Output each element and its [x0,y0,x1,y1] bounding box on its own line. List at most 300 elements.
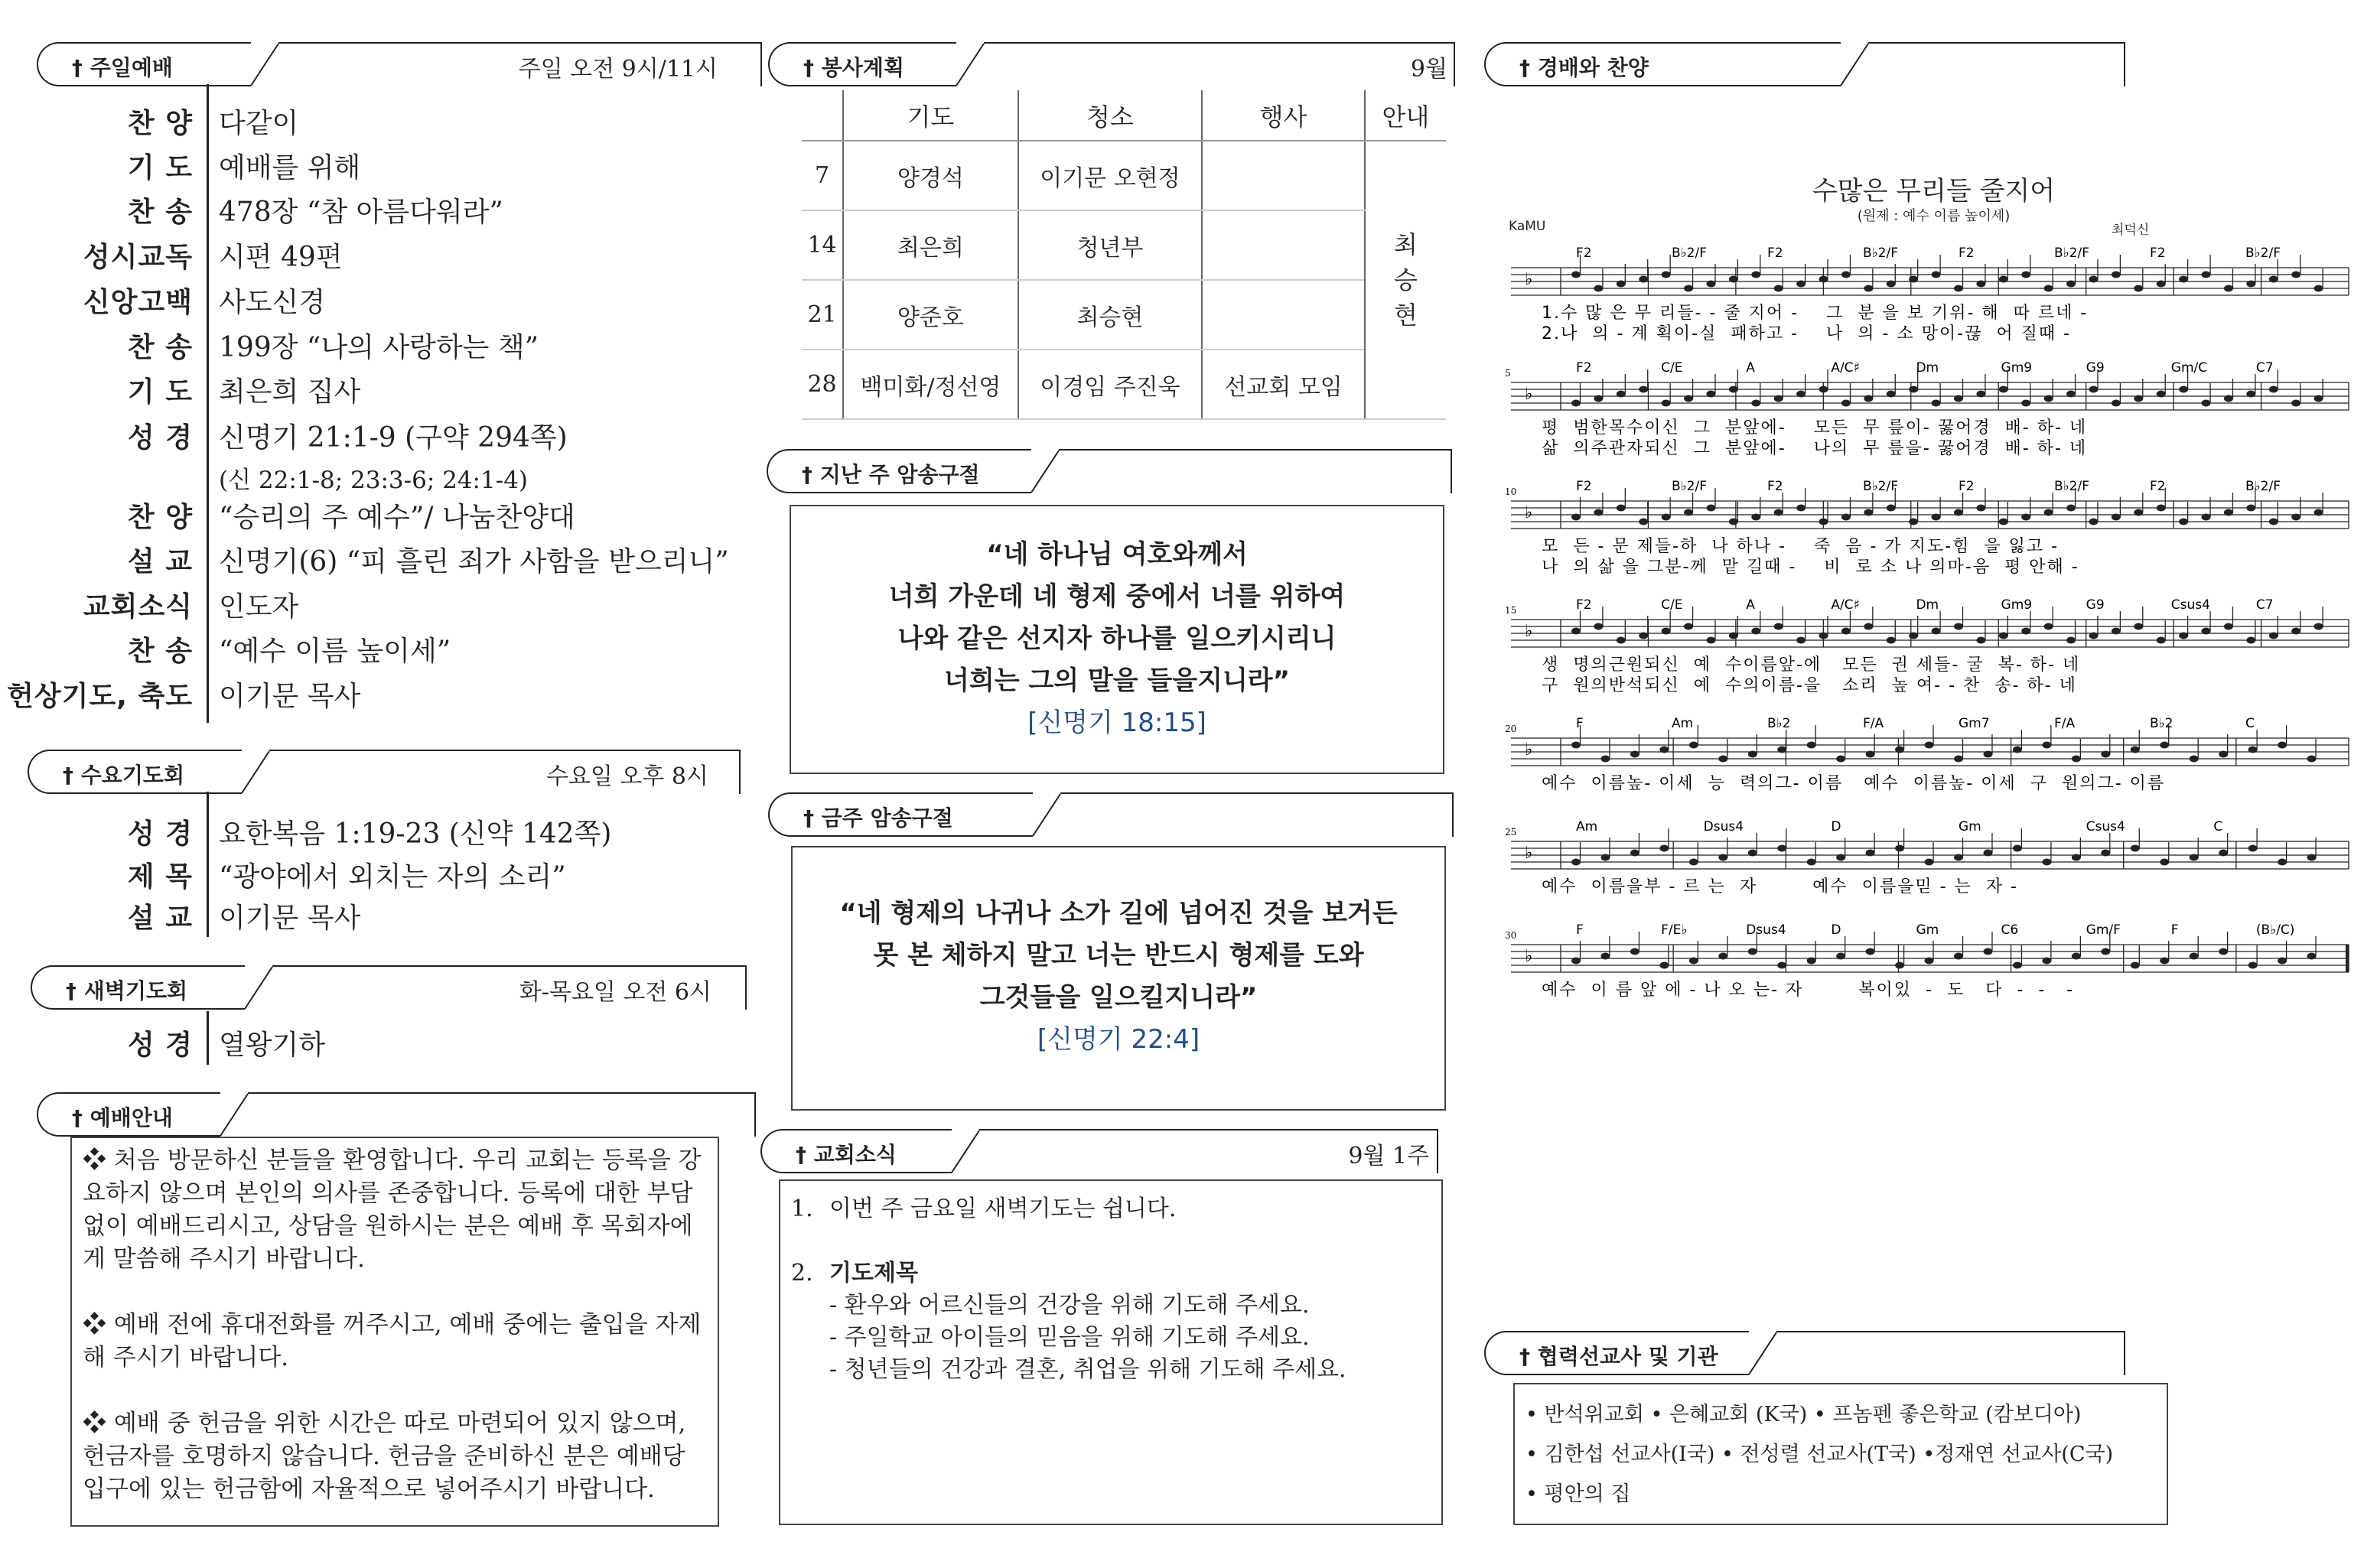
order-row [0,102,298,141]
order-label: 찬 송 [127,197,193,228]
header-slash-icon [249,42,280,86]
note [2134,395,2143,402]
chord-symbol: D [1831,922,1841,938]
note [2042,742,2051,749]
note [2112,514,2121,521]
note [1895,962,1904,969]
column-header: 행사 [1202,90,1365,141]
note [1819,276,1828,283]
flat-icon: ♭ [1525,947,1533,966]
note [1718,953,1727,960]
note [2044,395,2053,402]
note [2066,637,2076,644]
note [1684,623,1693,630]
order-row [0,496,575,535]
measure-number: 25 [1505,827,1517,838]
order-value: 요한복음 1:19-23 (신약 142쪽) [219,818,612,850]
this-verse-header [768,792,1457,837]
music-system [1505,597,2349,695]
note [2202,514,2211,521]
order-value: “광야에서 외치는 자의 소리” [219,861,566,893]
note [2101,850,2110,857]
order-label: 교회소식 [83,591,193,623]
note [1887,391,1896,398]
note [2278,742,2287,749]
flat-icon: ♭ [1525,740,1533,760]
column-header: 기도 [843,90,1018,141]
flat-icon: ♭ [1525,844,1533,863]
dawn-title: † 새벽기도회 [31,965,245,1010]
note [1571,958,1581,965]
chord-symbol: Csus4 [2170,597,2210,613]
note [1864,623,1873,630]
note [1932,272,1941,278]
missions-header [1484,1331,2173,1375]
note [2066,391,2076,398]
note [1932,514,1941,521]
note [1617,281,1626,288]
note [2157,281,2166,288]
note [2246,391,2255,398]
chord-symbol: Gm [1959,819,1981,834]
note [2072,854,2081,861]
chord-symbol: Dm [1916,360,1939,376]
note [1841,400,1851,407]
order-value: 다같이 [219,108,299,139]
note [1819,519,1828,525]
note [1807,742,1816,749]
note [2248,747,2258,753]
note [1954,953,1963,960]
note [1954,509,1963,516]
chord-symbol: B♭2/F [1863,479,1899,494]
chord-symbol: C6 [2001,922,2019,938]
verse-line: 나와 같은 선지자 하나를 일으키시리니 [897,623,1337,654]
table-cell: 양경석 [843,141,1018,210]
note [1777,845,1786,852]
guide-char: 현 [1393,301,1418,330]
order-label: 헌상기도, 축도 [7,681,193,712]
note [2112,272,2121,278]
note [1796,637,1806,644]
order-value: 인도자 [219,591,299,623]
order-label: 성 경 [127,1030,193,1061]
verse-reference: [신명기 22:4] [1037,1024,1200,1055]
music-system [1505,479,2349,577]
chord-symbol: F/E♭ [1661,922,1688,938]
note [1729,519,1738,525]
note [2179,276,2188,283]
note [1689,742,1698,749]
lyric-line: 1.수 많 은 무 리들- - 줄 지어 - 그 분 을 보 기위- 해 따 르네 - [1542,304,2089,323]
order-label: 제 목 [127,861,193,893]
note [1600,756,1610,763]
chord-symbol: Gm9 [2001,360,2033,376]
table-cell: 14 [802,210,843,280]
note [2269,519,2278,525]
note [1684,285,1693,292]
note [1983,948,1992,955]
note [1630,850,1639,857]
note [1796,281,1806,288]
column-header: 안내 [1365,90,1446,141]
order-label: 성 경 [127,422,193,454]
note [2089,519,2098,525]
note [1706,281,1715,288]
note [1600,854,1610,861]
note [1774,509,1783,516]
song-arranger: 최덕신 [2112,223,2150,238]
header-slash-icon [1839,42,1870,86]
note [1748,751,1757,758]
order-row [0,812,611,851]
note [1571,859,1581,866]
note [1954,623,1963,630]
note [1729,633,1738,639]
chord-symbol: Am [1672,716,1694,731]
note [2044,509,2053,516]
chord-symbol: C [2245,716,2255,731]
chord-symbol: F2 [1767,479,1783,494]
order-row [0,1023,325,1062]
flat-icon: ♭ [1525,385,1533,404]
note [2224,623,2233,630]
note [2291,628,2301,635]
note [2179,519,2188,525]
order-label: 찬 양 [127,502,193,533]
verse-line: “네 하나님 여호와께서 [986,539,1248,570]
chord-symbol: F [2170,922,2179,938]
note [1729,276,1738,283]
music-system [1511,246,2349,343]
table-row [802,141,1446,210]
note [1748,948,1757,955]
note [2160,958,2169,965]
note [1796,505,1806,512]
guide-char: 최 [1393,230,1418,259]
table-row [802,210,1446,280]
chord-symbol: A/C♯ [1831,360,1860,376]
note [2021,400,2030,407]
order-row [0,326,539,365]
table-cell [1202,210,1365,280]
note [1639,386,1648,393]
note [2112,400,2121,407]
note [1887,281,1896,288]
order-value: 시편 49편 [219,242,343,273]
note [2089,386,2098,393]
table-cell: 선교회 모임 [1202,350,1365,419]
lyric-line: 나 의 삶 을 그분-께 맡 길때 - 비 로 소 나 의마-음 평 안해 - [1542,558,2079,577]
music-system [1505,716,2349,793]
note [2131,845,2140,852]
note [1796,391,1806,398]
note [1909,633,1918,639]
sunday-time: 주일 오전 9시/11시 [518,56,718,83]
chord-symbol: B♭2/F [2054,246,2090,261]
chord-symbol: D [1831,819,1841,834]
note [1571,628,1581,635]
note [2202,272,2211,278]
note [2042,958,2051,965]
news-item: 기도제목 [829,1260,918,1287]
flat-icon: ♭ [1525,503,1533,522]
note [2044,285,2053,292]
this-verse-text [791,893,1446,1061]
lyric-line: 구 원의반석되신 예 수의이름-을 소리 높 여- - 찬 송- 하- 네 [1542,676,2077,695]
chord-symbol: C/E [1661,360,1683,376]
news-item-number: 2. [791,1260,813,1287]
table-cell: 최은희 [843,210,1018,280]
order-value: “승리의 주 예수”/ 나눔찬양대 [219,502,575,533]
note [1777,962,1786,969]
note [1887,637,1896,644]
chord-symbol: F2 [1576,597,1592,613]
table-cell: 백미화/정선영 [843,350,1018,419]
note [1976,505,1985,512]
table-cell: 양준호 [843,280,1018,350]
dawn-time: 화-목요일 오전 6시 [519,979,711,1006]
last-verse-title: † 지난 주 암송구절 [767,449,1031,493]
table-cell: 최승현 [1018,280,1203,350]
note [1571,514,1581,521]
note [1639,276,1648,283]
note [1594,285,1603,292]
note [1617,637,1626,644]
note [2307,953,2317,960]
order-value: “예수 이름 높이세” [219,636,451,667]
note [1976,637,1985,644]
missions-line: • 평안의 집 [1526,1482,1631,1506]
note [1571,272,1581,278]
chord-symbol: F/A [2054,716,2076,731]
note [2072,953,2081,960]
header-slash-icon [240,750,271,794]
note [2089,633,2098,639]
lyric-line: 평 범한목수이신 그 분앞에- 모든 무 릎이- 꿇어경 배- 하- 네 [1542,418,2088,438]
note [1630,751,1639,758]
prayer-item: - 환우와 어르신들의 건강을 위해 기도해 주세요. [829,1292,1310,1319]
note [1748,850,1757,857]
note [2202,400,2211,407]
note [2066,281,2076,288]
lyric-line: 예수 이름높- 이세 능 력의그- 이름 예수 이름높- 이세 구 원의그- 이름 [1542,774,2166,793]
note [1954,395,1963,402]
chord-symbol: C7 [2255,597,2274,613]
worship-title: † 경배와 찬양 [1484,42,1841,86]
order-value: (신 22:1-8; 23:3-6; 24:1-4) [219,467,529,494]
order-label: 설 교 [127,546,193,577]
chord-symbol: F/A [1863,716,1884,731]
note [2246,505,2255,512]
wednesday-header [28,750,716,794]
order-row [0,896,360,935]
chord-symbol: F2 [1767,246,1783,261]
guide-char: 승 [1393,265,1418,294]
measure-number: 15 [1505,605,1517,616]
chord-symbol: B♭2/F [2245,479,2281,494]
chord-symbol: (B♭/C) [2255,922,2295,938]
news-title: † 교회소식 [760,1129,952,1173]
note [2314,509,2323,516]
note [2202,628,2211,635]
dawn-header [31,965,719,1010]
note [1594,623,1603,630]
note [2219,751,2228,758]
order-row [0,585,298,624]
table-cell: 28 [802,350,843,419]
header-slash-icon [1030,449,1060,493]
note [1718,854,1727,861]
note [2134,509,2143,516]
chord-symbol: F2 [1576,360,1592,376]
note [1774,285,1783,292]
note [1925,958,1934,965]
missions-title: † 협력선교사 및 기관 [1484,1331,1749,1375]
chord-symbol: G9 [2086,597,2105,613]
news-header [760,1129,1449,1173]
this-verse-title: † 금주 암송구절 [768,792,1033,837]
note [1909,519,1918,525]
note [2224,285,2233,292]
order-label: 찬 송 [127,332,193,363]
chord-symbol: C/E [1661,597,1683,613]
note [2219,948,2228,955]
note [1684,395,1693,402]
chord-symbol: Gm [1916,922,1939,938]
chord-symbol: A [1746,360,1755,376]
note [1932,628,1941,635]
note [2131,962,2140,969]
flat-icon: ♭ [1525,622,1533,641]
lyric-line: 2.나 의 - 계 획이-실 패하고 - 나 의 - 소 망이-끊 어 질때 - [1542,324,2072,343]
note [2219,850,2228,857]
lyric-line: 생 명의근원되신 예 수이름앞-에 모든 권 세들- 굴 복- 하- 네 [1542,656,2081,675]
note [1751,514,1760,521]
order-row [0,236,343,275]
order-row [0,457,528,495]
chord-symbol: C [2213,819,2223,834]
note [1718,756,1727,763]
lyric-line: 삶 의주관자되신 그 분앞에- 나의 무 릎을- 꿇어경 배- 하- 네 [1542,439,2088,458]
note [2307,854,2317,861]
note [1617,505,1626,512]
note [1895,747,1904,753]
chord-symbol: F2 [1959,479,1975,494]
order-row [0,190,503,229]
note [1841,628,1851,635]
chord-symbol: Am [1576,819,1598,834]
guide-box [70,1137,719,1527]
order-label: 기 도 [127,376,193,408]
order-label [0,457,207,495]
verse-reference: [신명기 18:15] [1027,708,1206,738]
note [1807,958,1816,965]
table-cell: 이경임 주진욱 [1018,350,1203,419]
note [1983,751,1992,758]
note [2248,962,2258,969]
note [2314,285,2323,292]
chord-symbol: B♭2 [1767,716,1791,731]
measure-number: 30 [1505,930,1517,941]
verse-line: 못 본 체하지 말고 너는 반드시 형제를 도와 [873,940,1364,971]
note [1909,276,1918,283]
chord-symbol: F2 [1576,246,1592,261]
guide-header [37,1092,725,1137]
note [2269,276,2278,283]
sunday-header [37,42,725,86]
wednesday-title: † 수요기도회 [28,750,242,794]
order-row [0,416,568,455]
note [2157,637,2166,644]
note [1864,395,1873,402]
note [1864,509,1873,516]
order-value: 신명기 21:1-9 (구약 294쪽) [219,422,568,454]
order-value: 이기문 목사 [219,681,361,712]
sheet-music [1503,237,2364,1002]
note [1571,742,1581,749]
worship-header [1484,42,2173,86]
note [2160,742,2169,749]
table-cell: 7 [802,141,843,210]
note [2224,509,2233,516]
note [1819,386,1828,393]
news-box [779,1179,1443,1525]
note [1819,633,1828,639]
service-header [768,42,1457,86]
note [1617,391,1626,398]
missions-line: • 김한섭 선교사(I국) • 전성렬 선교사(T국) •정재연 선교사(C국) [1526,1443,2114,1466]
note [2246,281,2255,288]
note [2179,386,2188,393]
note [1925,742,1934,749]
note [1954,756,1963,763]
note [2157,505,2166,512]
note [2291,514,2301,521]
note [1751,272,1760,278]
note [2131,747,2140,753]
chord-symbol: F2 [2150,246,2166,261]
table-cell [1202,141,1365,210]
service-title: † 봉사계획 [768,42,956,86]
chord-symbol: B♭2/F [1672,246,1708,261]
header-slash-icon [243,965,274,1010]
note [2134,285,2143,292]
chord-symbol: F2 [1959,246,1975,261]
table-row [802,280,1446,350]
note [1909,386,1918,393]
note [2112,628,2121,635]
order-row [0,281,325,320]
chord-symbol: F [1576,922,1584,938]
service-table [802,90,1446,420]
measure-number: 5 [1505,368,1511,379]
chord-symbol: F2 [1576,479,1592,494]
note [1954,854,1963,861]
header-slash-icon [1747,1331,1778,1375]
note [2246,637,2255,644]
note [2160,859,2169,866]
order-row [0,540,729,579]
order-label: 신앙고백 [83,287,193,318]
table-cell: 청년부 [1018,210,1203,280]
note [1706,391,1715,398]
guide-title: † 예배안내 [37,1092,220,1137]
note [2089,276,2098,283]
note [1689,859,1698,866]
note [2013,962,2022,969]
note [2157,391,2166,398]
